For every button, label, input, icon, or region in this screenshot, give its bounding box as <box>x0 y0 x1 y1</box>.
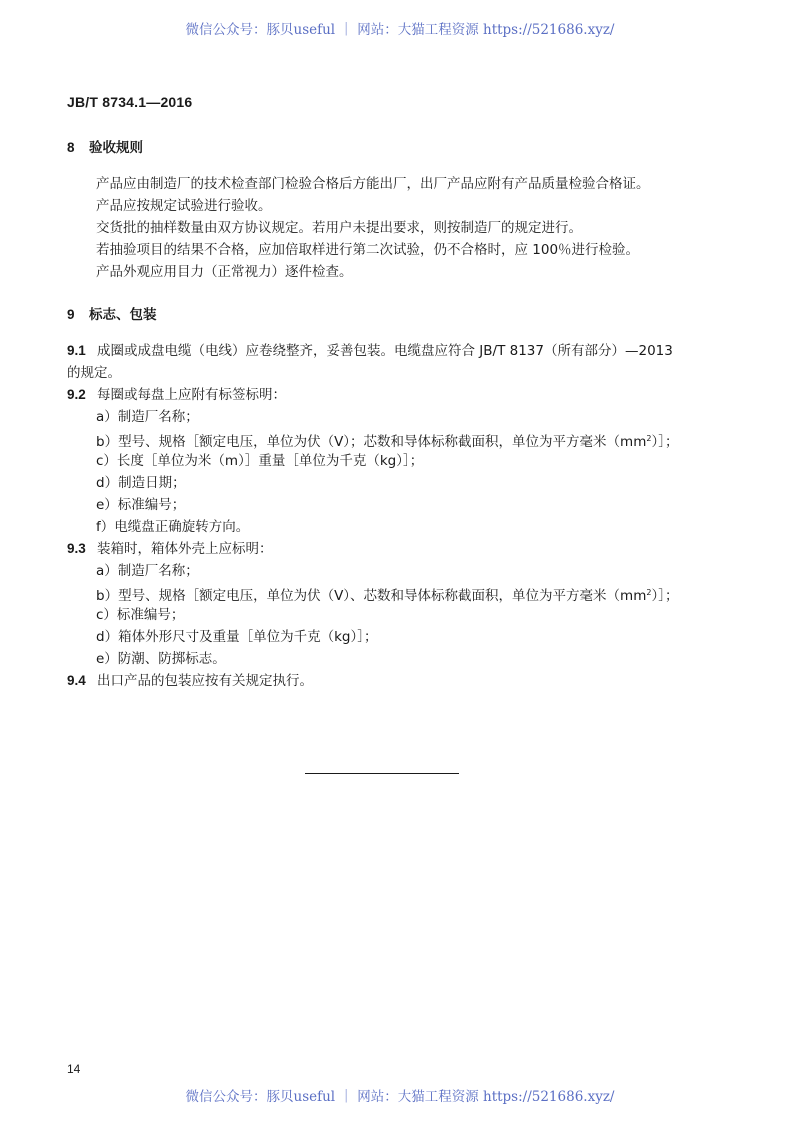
clause-9-3-item-b-superscript: 2 <box>646 588 652 597</box>
clause-9-2-item-c: c）长度［单位为米（m）］重量［单位为千克（kg）］； <box>96 453 424 469</box>
clause-9-3 <box>67 539 273 559</box>
clause-9-1 <box>67 341 673 361</box>
watermark-bottom: 微信公众号：豚贝useful ｜ 网站：大猫工程资源 https://521686.xyz/ <box>185 1089 615 1105</box>
clause-9-3-item-a: a）制造厂名称； <box>96 563 199 579</box>
clause-9-2-number: 9.2 <box>67 387 86 402</box>
clause-9-4-number: 9.4 <box>67 673 86 688</box>
clause-9-1-text: 成圈或成盘电缆（电线）应卷绕整齐，妥善包装。电缆盘应符合 JB/T 8137（所有部分）—2013 <box>97 343 673 359</box>
section-8-para-5: 产品外观应用目力（正常视力）逐件检查。 <box>96 264 353 280</box>
clause-9-3-text: 装箱时，箱体外壳上应标明： <box>97 541 273 557</box>
section-8-number: 8 <box>67 140 75 155</box>
clause-9-2-item-d: d）制造日期； <box>96 475 186 491</box>
clause-9-3-item-c: c）标准编号； <box>96 607 185 623</box>
section-8-para-1: 产品应由制造厂的技术检查部门检验合格后方能出厂，出厂产品应附有产品质量检验合格证。 <box>96 176 650 192</box>
section-8-para-4: 若抽验项目的结果不合格，应加倍取样进行第二次试验，仍不合格时，应 100％进行检验。 <box>96 242 640 258</box>
clause-9-2-item-a: a）制造厂名称； <box>96 409 199 425</box>
clause-9-1-number: 9.1 <box>67 343 86 358</box>
clause-9-2-item-f: f）电缆盘正确旋转方向。 <box>96 519 250 535</box>
clause-9-2-item-b-superscript: 2 <box>646 434 652 443</box>
end-divider <box>305 773 459 774</box>
section-9-title: 标志、包装 <box>89 307 157 323</box>
clause-9-4-text: 出口产品的包装应按有关规定执行。 <box>97 673 313 689</box>
clause-9-3-item-e: e）防潮、防掷标志。 <box>96 651 226 667</box>
section-8-title: 验收规则 <box>89 140 143 156</box>
clause-9-3-number: 9.3 <box>67 541 86 556</box>
section-8-para-3: 交货批的抽样数量由双方协议规定。若用户未提出要求，则按制造厂的规定进行。 <box>96 220 582 236</box>
clause-9-3-item-b-text: b）型号、规格［额定电压，单位为伏（V）、芯数和导体标称截面积，单位为平方毫米（mm <box>96 588 647 604</box>
watermark-top: 微信公众号：豚贝useful ｜ 网站：大猫工程资源 https://521686.xyz/ <box>185 22 615 38</box>
clause-9-2-item-b-end: ）］； <box>651 434 679 450</box>
standard-code: JB/T 8734.1—2016 <box>67 94 193 110</box>
page-number: 14 <box>67 1062 81 1076</box>
clause-9-3-item-b-end: ）］； <box>651 588 679 604</box>
clause-9-3-item-d: d）箱体外形尺寸及重量［单位为千克（kg）］； <box>96 629 378 645</box>
section-9-heading <box>67 303 157 323</box>
section-8-heading <box>67 136 143 156</box>
clause-9-4 <box>67 671 313 691</box>
clause-9-3-item-b <box>96 583 678 606</box>
section-9-number: 9 <box>67 307 75 322</box>
clause-9-2-text: 每圈或每盘上应附有标签标明： <box>97 387 286 403</box>
clause-9-2-item-b-text: b）型号、规格［额定电压，单位为伏（V）；芯数和导体标称截面积，单位为平方毫米（mm <box>96 434 647 450</box>
clause-9-2-item-e: e）标准编号； <box>96 497 186 513</box>
clause-9-2-item-b <box>96 429 678 452</box>
clause-9-2 <box>67 385 286 405</box>
section-8-para-2: 产品应按规定试验进行验收。 <box>96 198 272 214</box>
clause-9-1-continuation: 的规定。 <box>67 365 121 381</box>
